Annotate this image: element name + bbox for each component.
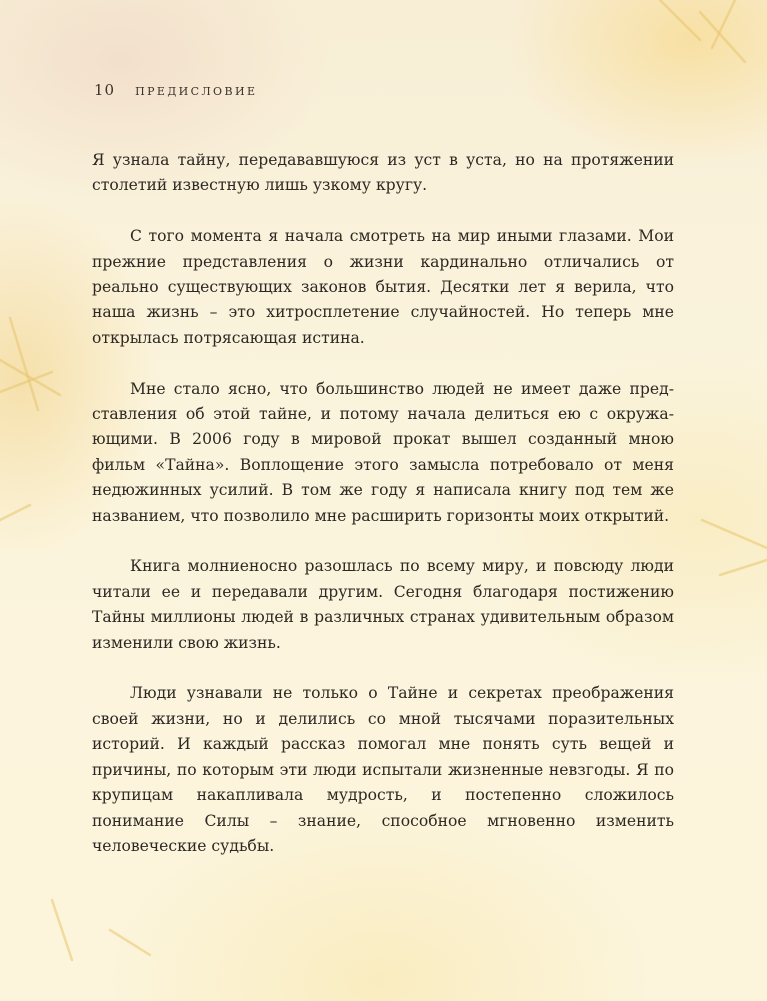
running-header [94, 81, 257, 101]
paragraph-5: Люди узнавали не только о Тайне и секретах преображения своей жизни, но и делились со мной тысячами поразительных историй. И каждый рассказ помогал мне понять суть вещей и причины, по которым эти люди испытали жизненные невзгоды. Я по крупицам накапливала мудрость, и постепенно сложилось понимание Силы – знание, способное мгновенно изменить человеческие судьбы. [92, 684, 674, 855]
page-number: 10 [94, 81, 116, 99]
paragraph-4: Книга молниеносно разошлась по всему миру, и повсюду люди читали ее и передавали другим. Сегодня благодаря постижению Тайны миллионы людей в различных странах удивительным образом изменили свою жизнь. [92, 557, 674, 652]
body-text [92, 148, 674, 885]
paragraph-3: Мне стало ясно, что большинство людей не имеет даже представления об этой тайне, и потому начала делиться ею с окружающими. В 2006 году в мировой прокат вышел созданный мною фильм «Тайна». Воплощение этого замысла потребовало от меня недюжинных усилий. В том же году я написала книгу под тем же названием, что позволило мне расширить горизонты моих открытий. [92, 379, 674, 525]
paragraph-1: Я узнала тайну, передававшуюся из уст в уста, но на протяжении столетий известную лишь узкому кругу. [92, 151, 674, 195]
paragraph-2: С того момента я начала смотреть на мир иными глазами. Мои прежние представления о жизни кардинально отличались от реально существующих законов бытия. Десятки лет я верила, что наша жизнь – это хитросплетение случайностей. Но теперь мне открылась потрясающая истина. [92, 227, 674, 347]
section-title: ПРЕДИСЛОВИЕ [135, 85, 258, 98]
